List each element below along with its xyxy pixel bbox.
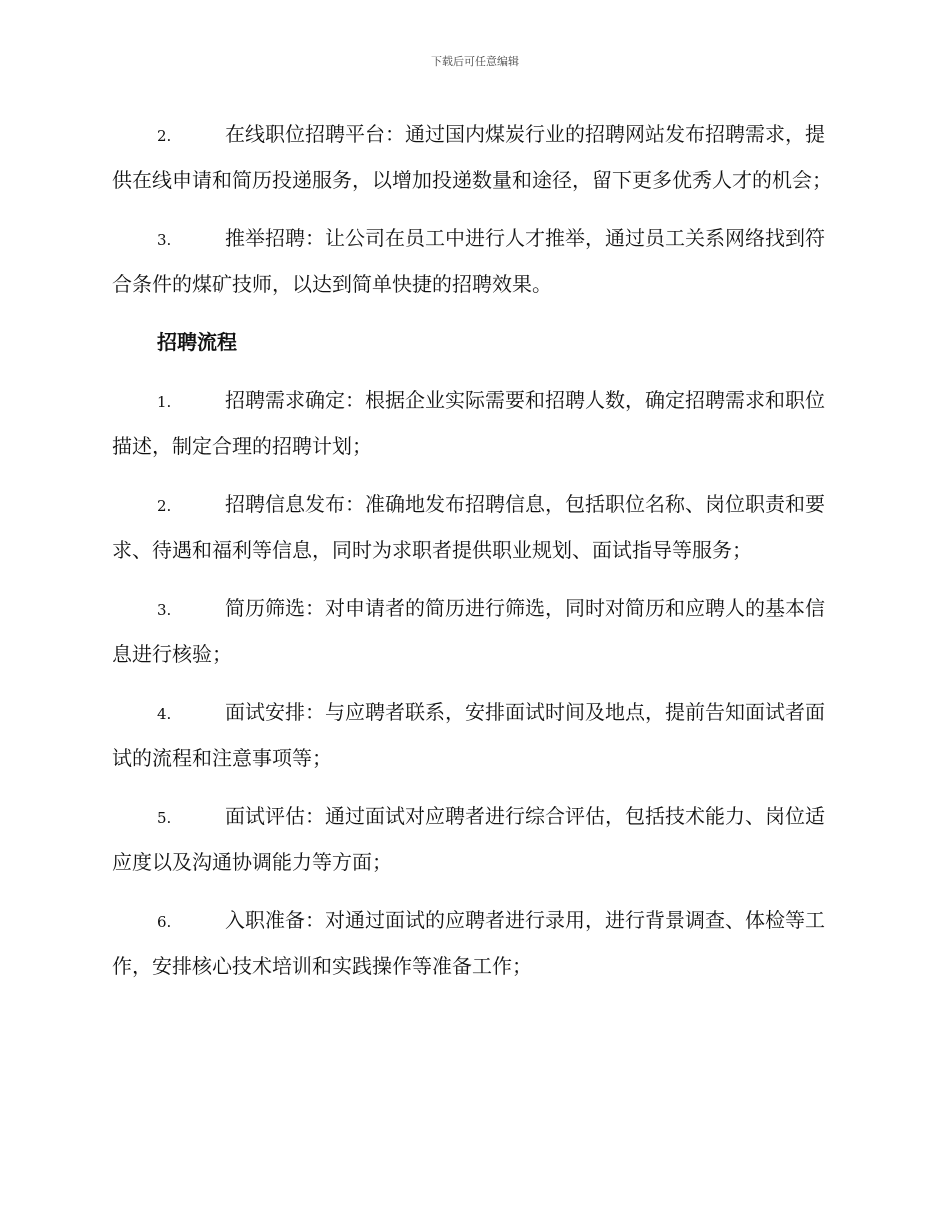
section-heading: 招聘流程 — [157, 330, 237, 354]
list-item-channel-2 — [112, 112, 838, 202]
list-number: 6. — [157, 913, 172, 931]
list-item-process-3 — [112, 586, 838, 676]
list-text: 面试安排：与应聘者联系，安排面试时间及地点，提前告知面试者面试的流程和注意事项等； — [112, 700, 825, 770]
list-text: 在线职位招聘平台：通过国内煤炭行业的招聘网站发布招聘需求，提供在线申请和简历投递服务，以增加投递数量和途径，留下更多优秀人才的机会； — [112, 122, 832, 192]
list-number: 2. — [157, 127, 172, 145]
list-item-process-1 — [112, 378, 838, 468]
list-number: 3. — [157, 601, 172, 619]
list-text: 简历筛选：对申请者的简历进行筛选，同时对简历和应聘人的基本信息进行核验； — [112, 596, 825, 666]
list-number: 4. — [157, 705, 172, 723]
page-header: 下载后可任意编辑 — [431, 55, 519, 68]
list-number: 1. — [157, 393, 172, 411]
list-number: 5. — [157, 809, 172, 827]
document-body — [112, 112, 838, 1002]
list-text: 面试评估：通过面试对应聘者进行综合评估，包括技术能力、岗位适应度以及沟通协调能力等方面； — [112, 804, 825, 874]
list-item-process-4 — [112, 690, 838, 780]
list-number: 2. — [157, 497, 172, 515]
list-text: 招聘需求确定：根据企业实际需要和招聘人数，确定招聘需求和职位描述，制定合理的招聘计划； — [112, 388, 825, 458]
list-number: 3. — [157, 231, 172, 249]
list-item-channel-3 — [112, 216, 838, 306]
list-text: 招聘信息发布：准确地发布招聘信息，包括职位名称、岗位职责和要求、待遇和福利等信息，同时为求职者提供职业规划、面试指导等服务； — [112, 492, 825, 562]
list-item-process-6 — [112, 898, 838, 988]
list-text: 入职准备：对通过面试的应聘者进行录用，进行背景调查、体检等工作，安排核心技术培训和实践操作等准备工作； — [112, 908, 825, 978]
list-item-process-5 — [112, 794, 838, 884]
list-text: 推举招聘：让公司在员工中进行人才推举，通过员工关系网络找到符合条件的煤矿技师，以达到简单快捷的招聘效果。 — [112, 226, 825, 296]
list-item-process-2 — [112, 482, 838, 572]
